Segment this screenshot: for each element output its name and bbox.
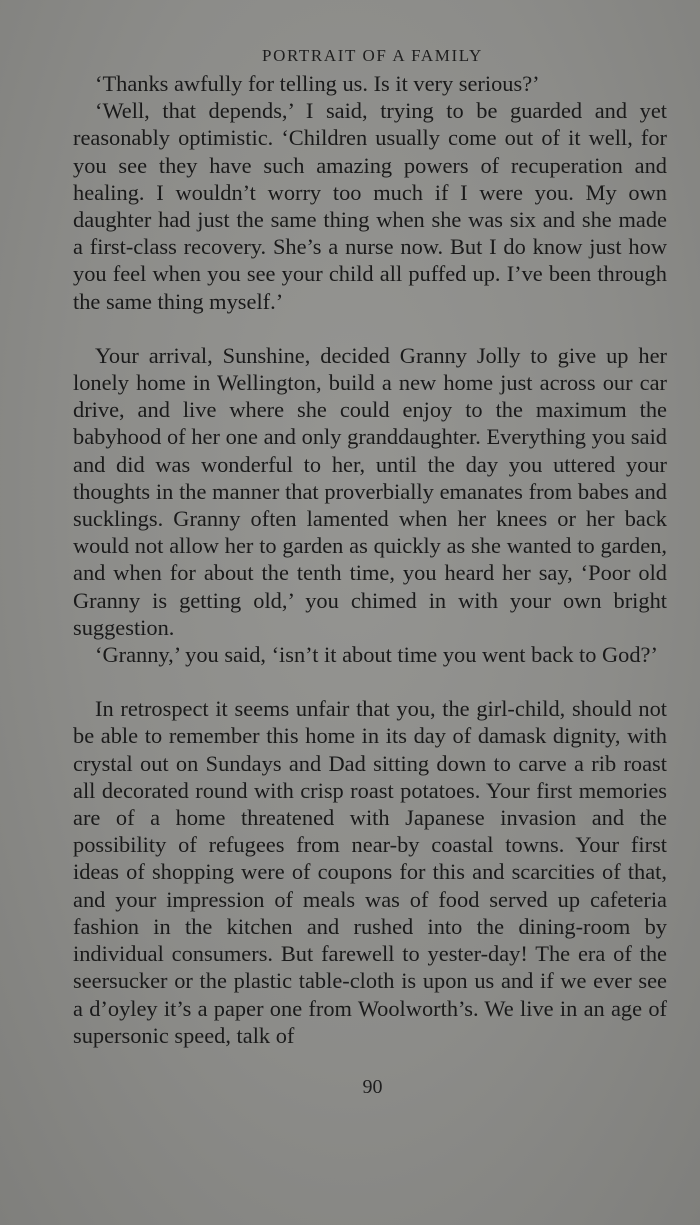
paragraph: Your arrival, Sunshine, decided Granny Jolly to give up her lonely home in Wellington, build a new home just across our car drive, and live where she could enjoy to the maximum the babyhood of her one and only granddaughter. Everything you said and did was wonderful to her, until the day you uttered your thoughts in the manner that proverbially emanates from babes and sucklings. Granny often lamented when her knees or her back would not allow her to garden as quickly as she wanted to garden, and when for about the tenth time, you heard her say, ‘Poor old Granny is getting old,’ you chimed in with your own bright suggestion.	[73, 342, 667, 640]
paragraph: ‘Thanks awfully for telling us. Is it very serious?’	[95, 71, 540, 96]
running-head: PORTRAIT OF A FAMILY	[262, 46, 483, 65]
paragraph: ‘Granny,’ you said, ‘isn’t it about time you went back to God?’	[95, 642, 658, 668]
page-number: 90	[362, 1076, 383, 1098]
paragraph: In retrospect it seems unfair that you, the girl-child, should not be able to remember this home in its day of damask dignity, with crystal out on Sundays and Dad sitting down to carve a rib roast all decorated round with crisp roast potatoes. Your first memories are of a home threatened with Japanese invasion and the possibility of refugees from near-by coastal towns. Your first ideas of shopping were of coupons for this and scarcities of that, and your impression of meals was of food served up cafeteria fashion in the kitchen and rushed into the dining-room by individual consumers. But farewell to yester-day! The era of the seersucker or the plastic table-cloth is upon us and if we ever see a d’oyley it’s a paper one from Woolworth’s. We live in an age of supersonic speed, talk of	[73, 696, 667, 1048]
body-text	[73, 70, 667, 1049]
paragraph: ‘Well, that depends,’ I said, trying to be guarded and yet reasonably optimistic. ‘Children usually come out of it well, for you see they have such amazing powers of recuperation and healing. I wouldn’t worry too much if I were you. My own daughter had just the same thing when she was six and she made a first-class recovery. She’s a nurse now. But I do know just how you feel when you see your child all puffed up. I’ve been through the same thing myself.’	[73, 98, 667, 314]
